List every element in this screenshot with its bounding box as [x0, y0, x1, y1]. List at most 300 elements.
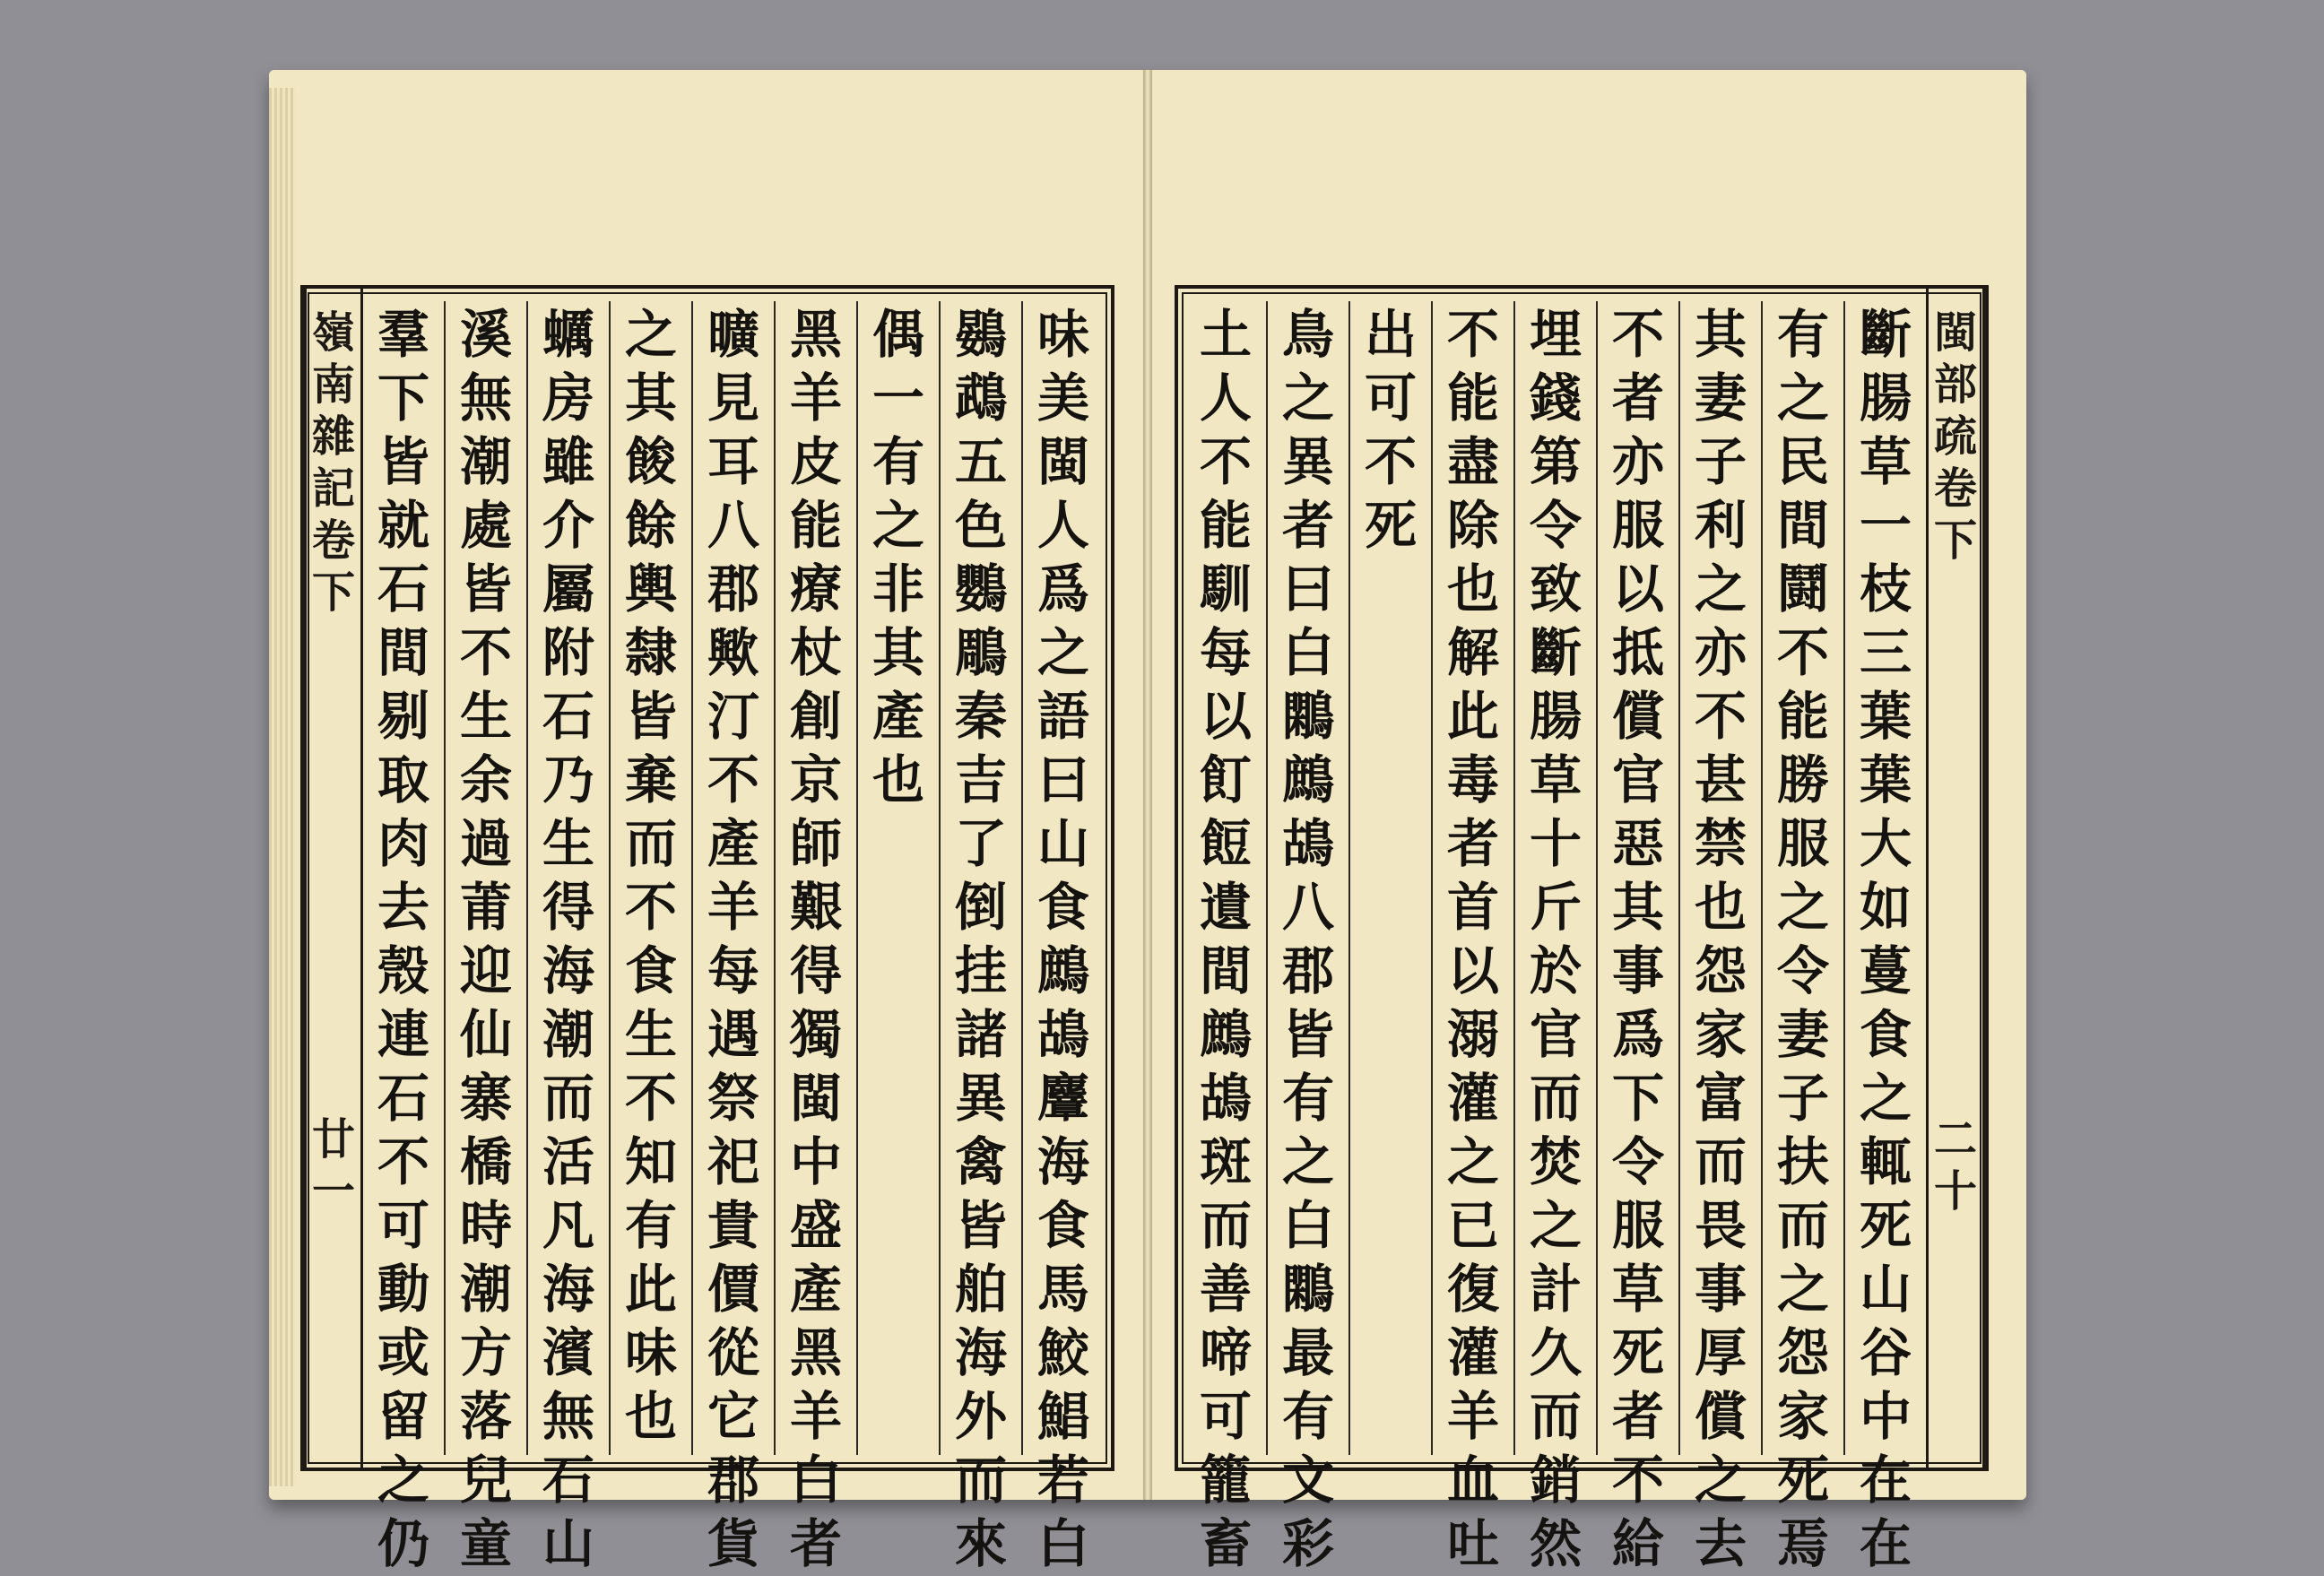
text-char: 羣 — [377, 304, 429, 365]
text-char: 第 — [1529, 431, 1582, 492]
text-char: 鴣 — [1036, 1004, 1089, 1065]
text-char: 鸚 — [954, 559, 1007, 619]
text-column — [363, 301, 444, 1574]
text-char: 腸 — [1529, 686, 1582, 747]
text-char: 之 — [1859, 1068, 1912, 1129]
text-char: 死 — [1611, 1322, 1664, 1383]
text-char: 生 — [542, 813, 594, 874]
text-char: 富 — [1694, 1068, 1747, 1129]
text-char: 間 — [377, 622, 429, 683]
text-char: 兒 — [459, 1450, 512, 1511]
left-page — [269, 70, 1143, 1574]
text-char: 子 — [1694, 431, 1747, 492]
text-column — [939, 301, 1021, 1574]
text-char: 曠 — [707, 304, 759, 365]
text-char: 鴣 — [1281, 813, 1334, 874]
text-char: 有 — [1281, 1068, 1334, 1129]
text-char: 郡 — [707, 1450, 759, 1511]
text-char: 潮 — [459, 431, 512, 492]
text-char: 羊 — [707, 877, 759, 938]
text-char: 皆 — [1281, 1004, 1334, 1065]
text-char: 甚 — [1694, 749, 1747, 810]
text-char: 十 — [1529, 813, 1582, 874]
text-char: 以 — [1611, 559, 1664, 619]
page-number-char: 二 — [1933, 1114, 1977, 1165]
right-text-frame — [1175, 285, 1989, 1574]
text-char: 余 — [459, 749, 512, 810]
text-char: 已 — [1446, 1195, 1499, 1256]
text-char: 美 — [1036, 368, 1089, 429]
text-char: 者 — [1281, 495, 1334, 556]
text-column — [1431, 301, 1513, 1574]
text-char: 貴 — [707, 1195, 759, 1256]
text-char: 也 — [872, 749, 924, 810]
text-char: 山 — [542, 1513, 594, 1574]
text-column — [444, 301, 526, 1574]
text-char: 者 — [1611, 1386, 1664, 1447]
right-page — [1152, 70, 2026, 1574]
text-char: 之 — [1281, 368, 1334, 429]
text-char: 灌 — [1446, 1322, 1499, 1383]
text-char: 了 — [954, 813, 1007, 874]
text-char: 令 — [1529, 495, 1582, 556]
text-column — [609, 301, 691, 1455]
book-gutter — [1143, 70, 1152, 1500]
text-char: 妻 — [1694, 368, 1747, 429]
text-char: 之 — [1776, 368, 1829, 429]
text-char: 石 — [377, 1068, 429, 1129]
text-char: 橋 — [459, 1131, 512, 1192]
text-char: 餕 — [624, 431, 677, 492]
text-char: 倒 — [954, 877, 1007, 938]
text-char: 之 — [1281, 1131, 1334, 1192]
heading-char: 卷 — [1933, 463, 1977, 514]
text-char: 而 — [1529, 1386, 1582, 1447]
text-char: 人 — [1036, 495, 1089, 556]
text-char: 家 — [1694, 1004, 1747, 1065]
text-char: 產 — [872, 686, 924, 747]
text-char: 過 — [459, 813, 512, 874]
text-char: 皮 — [789, 431, 842, 492]
text-char: 官 — [1529, 1004, 1582, 1065]
text-char: 能 — [789, 495, 842, 556]
text-char: 鷴 — [1281, 1259, 1334, 1320]
text-char: 或 — [377, 1322, 429, 1383]
page-number-char: 一 — [311, 1166, 355, 1217]
text-column — [691, 301, 774, 1574]
text-char: 鵰 — [954, 622, 1007, 683]
text-char: 於 — [1529, 940, 1582, 1001]
text-char: 知 — [624, 1131, 677, 1192]
page-number-char: 十 — [1933, 1166, 1977, 1217]
text-char: 羊 — [789, 1386, 842, 1447]
text-char: 蔓 — [1859, 940, 1912, 1001]
text-char: 殼 — [377, 940, 429, 1001]
text-char: 其 — [624, 368, 677, 429]
text-char: 而 — [954, 1450, 1007, 1511]
text-column — [1266, 301, 1348, 1574]
text-char: 者 — [1611, 368, 1664, 429]
text-column — [526, 301, 609, 1574]
text-char: 鷓 — [1199, 1004, 1252, 1065]
text-char: 盛 — [789, 1195, 842, 1256]
text-char: 飣 — [1199, 749, 1252, 810]
text-char: 輒 — [1859, 1131, 1912, 1192]
text-char: 產 — [789, 1259, 842, 1320]
text-char: 厚 — [1694, 1322, 1747, 1383]
text-char: 無 — [459, 368, 512, 429]
text-char: 草 — [1529, 749, 1582, 810]
text-char: 濱 — [542, 1322, 594, 1383]
text-char: 死 — [1859, 1195, 1912, 1256]
text-char: 而 — [1529, 1068, 1582, 1129]
text-char: 從 — [707, 1322, 759, 1383]
text-char: 黑 — [789, 304, 842, 365]
text-char: 子 — [1776, 1068, 1829, 1129]
text-column — [1348, 301, 1431, 1455]
text-char: 遇 — [707, 1004, 759, 1065]
text-char: 服 — [1776, 813, 1829, 874]
text-char: 鯧 — [1036, 1386, 1089, 1447]
text-char: 產 — [707, 813, 759, 874]
text-char: 在 — [1859, 1513, 1912, 1574]
text-char: 生 — [624, 1004, 677, 1065]
text-char: 三 — [1859, 622, 1912, 683]
text-char: 畏 — [1694, 1195, 1747, 1256]
text-char: 家 — [1776, 1386, 1829, 1447]
text-char: 餘 — [624, 495, 677, 556]
text-char: 鷓 — [1036, 940, 1089, 1001]
text-char: 偶 — [872, 304, 924, 365]
text-char: 之 — [1446, 1131, 1499, 1192]
text-char: 生 — [459, 686, 512, 747]
text-char: 皆 — [459, 559, 512, 619]
text-char: 房 — [542, 368, 594, 429]
text-char: 亦 — [1611, 431, 1664, 492]
text-char: 其 — [1611, 877, 1664, 938]
text-char: 死 — [1364, 495, 1417, 556]
text-char: 仍 — [377, 1513, 429, 1574]
text-char: 屬 — [542, 559, 594, 619]
text-char: 中 — [1859, 1386, 1912, 1447]
text-char: 復 — [1446, 1259, 1499, 1320]
text-char: 斷 — [1529, 622, 1582, 683]
text-char: 其 — [872, 622, 924, 683]
text-char: 草 — [1859, 431, 1912, 492]
text-char: 有 — [1776, 304, 1829, 365]
text-column — [774, 301, 856, 1574]
text-char: 溪 — [459, 304, 512, 365]
text-char: 籠 — [1199, 1450, 1252, 1511]
text-char: 一 — [1859, 495, 1912, 556]
text-char: 莆 — [459, 877, 512, 938]
text-char: 焉 — [1776, 1513, 1829, 1574]
text-char: 祀 — [707, 1131, 759, 1192]
text-char: 棄 — [624, 749, 677, 810]
text-char: 鵡 — [954, 368, 1007, 429]
text-column — [856, 301, 939, 1455]
text-char: 大 — [1859, 813, 1912, 874]
text-char: 麞 — [1036, 1068, 1089, 1129]
left-text-frame — [300, 285, 1114, 1574]
text-char: 灌 — [1446, 1068, 1499, 1129]
text-char: 耳 — [707, 431, 759, 492]
text-char: 斑 — [1199, 1131, 1252, 1192]
text-char: 祭 — [707, 1068, 759, 1129]
heading-char: 疏 — [1933, 411, 1977, 462]
text-char: 利 — [1694, 495, 1747, 556]
text-char: 有 — [1281, 1386, 1334, 1447]
text-char: 亦 — [1694, 622, 1747, 683]
text-char: 出 — [1364, 304, 1417, 365]
text-char: 能 — [1776, 686, 1829, 747]
text-char: 不 — [1199, 431, 1252, 492]
text-char: 見 — [707, 368, 759, 429]
text-char: 海 — [542, 940, 594, 1001]
text-char: 不 — [1694, 686, 1747, 747]
text-char: 吐 — [1446, 1513, 1499, 1574]
page-number — [307, 1113, 360, 1217]
text-char: 者 — [1446, 813, 1499, 874]
text-char: 民 — [1776, 431, 1829, 492]
text-char: 它 — [707, 1386, 759, 1447]
text-char: 如 — [1859, 877, 1912, 938]
left-page-columns — [363, 301, 1104, 1574]
text-char: 計 — [1529, 1259, 1582, 1320]
text-char: 仙 — [459, 1004, 512, 1065]
text-char: 不 — [1611, 304, 1664, 365]
text-char: 令 — [1776, 940, 1829, 1001]
right-page-columns — [1185, 301, 1926, 1574]
text-char: 有 — [872, 431, 924, 492]
text-char: 時 — [459, 1195, 512, 1256]
text-char: 活 — [542, 1131, 594, 1192]
book-title-heading — [1929, 307, 1982, 567]
text-char: 汀 — [707, 686, 759, 747]
text-char: 艱 — [789, 877, 842, 938]
text-char: 鷓 — [1281, 749, 1334, 810]
text-char: 附 — [542, 622, 594, 683]
text-char: 無 — [542, 1386, 594, 1447]
text-char: 谷 — [1859, 1322, 1912, 1383]
text-char: 閩 — [789, 1068, 842, 1129]
text-char: 方 — [459, 1322, 512, 1383]
text-char: 枝 — [1859, 559, 1912, 619]
text-char: 彩 — [1281, 1513, 1334, 1574]
text-char: 處 — [459, 495, 512, 556]
text-char: 此 — [1446, 686, 1499, 747]
text-char: 最 — [1281, 1322, 1334, 1383]
text-char: 善 — [1199, 1259, 1252, 1320]
text-char: 可 — [377, 1195, 429, 1256]
text-char: 味 — [624, 1322, 677, 1383]
heading-char: 卷 — [311, 515, 355, 566]
text-char: 異 — [1281, 431, 1334, 492]
text-char: 動 — [377, 1259, 429, 1320]
text-char: 然 — [1529, 1513, 1582, 1574]
text-char: 白 — [1281, 622, 1334, 683]
text-char: 京 — [789, 749, 842, 810]
text-char: 若 — [1036, 1450, 1089, 1511]
book-title-heading — [307, 307, 360, 619]
text-char: 可 — [1364, 368, 1417, 429]
text-char: 不 — [707, 749, 759, 810]
text-char: 連 — [377, 1004, 429, 1065]
text-char: 以 — [1199, 686, 1252, 747]
text-char: 服 — [1611, 1195, 1664, 1256]
heading-char: 下 — [311, 567, 355, 618]
text-char: 惡 — [1611, 813, 1664, 874]
text-char: 斤 — [1529, 877, 1582, 938]
text-char: 海 — [542, 1259, 594, 1320]
text-char: 異 — [954, 1068, 1007, 1129]
text-char: 每 — [1199, 622, 1252, 683]
text-char: 挂 — [954, 940, 1007, 1001]
text-char: 斷 — [1859, 304, 1912, 365]
text-char: 葉 — [1859, 749, 1912, 810]
text-char: 之 — [872, 495, 924, 556]
text-char: 能 — [1446, 368, 1499, 429]
text-char: 償 — [1694, 1386, 1747, 1447]
text-char: 來 — [954, 1513, 1007, 1574]
text-char: 羊 — [789, 368, 842, 429]
text-char: 給 — [1611, 1513, 1664, 1574]
text-char: 毒 — [1446, 749, 1499, 810]
text-char: 創 — [789, 686, 842, 747]
text-char: 血 — [1446, 1450, 1499, 1511]
text-char: 餖 — [1199, 813, 1252, 874]
text-column — [1513, 301, 1596, 1574]
text-char: 隸 — [624, 622, 677, 683]
heading-char: 南 — [311, 359, 355, 410]
text-char: 食 — [624, 940, 677, 1001]
text-char: 山 — [1859, 1259, 1912, 1320]
text-char: 爲 — [1611, 1004, 1664, 1065]
text-char: 可 — [1199, 1386, 1252, 1447]
text-char: 不 — [1611, 1450, 1664, 1511]
text-char: 落 — [459, 1386, 512, 1447]
text-char: 閩 — [1036, 431, 1089, 492]
text-column — [1185, 301, 1266, 1574]
text-char: 令 — [1611, 1131, 1664, 1192]
text-char: 味 — [1036, 304, 1089, 365]
text-char: 舶 — [954, 1259, 1007, 1320]
text-char: 解 — [1446, 622, 1499, 683]
text-char: 人 — [1199, 368, 1252, 429]
text-char: 鴣 — [1199, 1068, 1252, 1129]
text-char: 馴 — [1199, 559, 1252, 619]
text-char: 食 — [1036, 1195, 1089, 1256]
text-char: 死 — [1776, 1450, 1829, 1511]
text-char: 償 — [1611, 686, 1664, 747]
text-char: 語 — [1036, 686, 1089, 747]
text-char: 海 — [954, 1322, 1007, 1383]
text-char: 草 — [1611, 1259, 1664, 1320]
text-char: 鷴 — [1281, 686, 1334, 747]
text-char: 文 — [1281, 1450, 1334, 1511]
heading-char: 部 — [1933, 359, 1977, 410]
text-char: 事 — [1611, 940, 1664, 1001]
text-char: 童 — [459, 1513, 512, 1574]
text-char: 郡 — [707, 559, 759, 619]
text-char: 貨 — [707, 1513, 759, 1574]
text-char: 怨 — [1776, 1322, 1829, 1383]
text-char: 禽 — [954, 1131, 1007, 1192]
text-char: 爲 — [1036, 559, 1089, 619]
text-char: 啼 — [1199, 1322, 1252, 1383]
text-char: 黑 — [789, 1322, 842, 1383]
text-char: 之 — [624, 304, 677, 365]
text-column — [1596, 301, 1678, 1574]
text-char: 郡 — [1281, 940, 1334, 1001]
text-char: 其 — [1694, 304, 1747, 365]
text-char: 師 — [789, 813, 842, 874]
page-edges — [269, 88, 296, 1486]
text-char: 白 — [789, 1450, 842, 1511]
text-char: 食 — [1036, 877, 1089, 938]
text-char: 八 — [1281, 877, 1334, 938]
text-char: 不 — [624, 1068, 677, 1129]
text-char: 腸 — [1859, 368, 1912, 429]
text-char: 鮫 — [1036, 1322, 1089, 1383]
text-char: 介 — [542, 495, 594, 556]
text-char: 凡 — [542, 1195, 594, 1256]
text-char: 獨 — [789, 1004, 842, 1065]
left-page-margin-heading — [304, 289, 363, 1468]
text-char: 而 — [542, 1068, 594, 1129]
text-char: 之 — [1694, 1450, 1747, 1511]
text-char: 肉 — [377, 813, 429, 874]
text-char: 就 — [377, 495, 429, 556]
text-char: 羊 — [1446, 1386, 1499, 1447]
text-char: 銷 — [1529, 1450, 1582, 1511]
text-char: 之 — [1529, 1195, 1582, 1256]
text-char: 皆 — [377, 431, 429, 492]
text-char: 也 — [1446, 559, 1499, 619]
text-char: 禁 — [1694, 813, 1747, 874]
text-char: 之 — [1776, 877, 1829, 938]
text-char: 間 — [1199, 940, 1252, 1001]
text-char: 蠣 — [542, 304, 594, 365]
text-char: 歟 — [707, 622, 759, 683]
text-char: 剔 — [377, 686, 429, 747]
text-char: 下 — [1611, 1068, 1664, 1129]
text-char: 錢 — [1529, 368, 1582, 429]
text-char: 埋 — [1529, 304, 1582, 365]
text-char: 曰 — [1036, 749, 1089, 810]
text-char: 首 — [1446, 877, 1499, 938]
text-char: 在 — [1859, 1450, 1912, 1511]
text-char: 之 — [1036, 622, 1089, 683]
text-char: 妻 — [1776, 1004, 1829, 1065]
text-char: 八 — [707, 495, 759, 556]
text-char: 抵 — [1611, 622, 1664, 683]
text-char: 者 — [789, 1513, 842, 1574]
open-book — [269, 70, 2026, 1574]
text-char: 鷃 — [954, 304, 1007, 365]
text-char: 怨 — [1694, 940, 1747, 1001]
text-char: 事 — [1694, 1259, 1747, 1320]
text-char: 除 — [1446, 495, 1499, 556]
text-char: 不 — [1446, 304, 1499, 365]
text-char: 一 — [872, 368, 924, 429]
text-char: 勝 — [1776, 749, 1829, 810]
text-char: 乃 — [542, 749, 594, 810]
text-char: 留 — [377, 1386, 429, 1447]
text-char: 久 — [1529, 1322, 1582, 1383]
text-char: 不 — [1364, 431, 1417, 492]
page-number — [1929, 1113, 1982, 1217]
